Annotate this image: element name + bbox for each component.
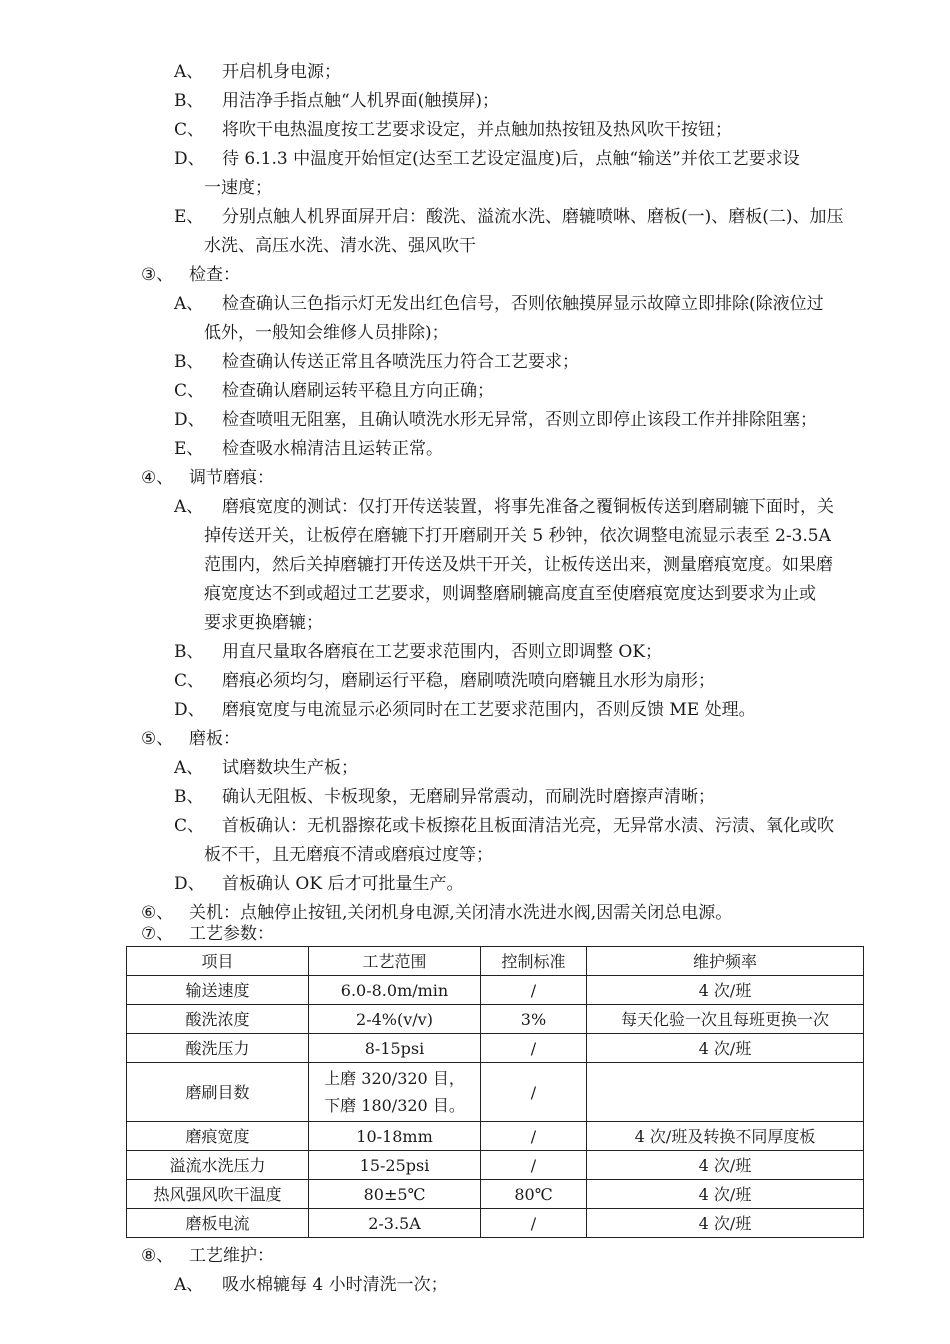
section-marker: ⑦、 [141,924,174,944]
table-row [127,1034,864,1063]
item-text: 要求更换磨辘； [204,613,323,633]
item-text: 检查确认三色指示灯无发出红色信号，否则依触摸屏显示故障立即排除(除液位过 [222,294,824,314]
item-text: 确认无阻板、卡板现象，无磨刷异常震动，而刷洗时磨擦声清晰； [222,787,715,807]
table-row [127,1209,864,1238]
cell-standard: / [481,1063,587,1122]
item-marker: B、 [174,352,204,372]
cell-standard: 80℃ [481,1180,587,1209]
cell-item: 磨刷目数 [127,1063,309,1122]
header-frequency: 维护频率 [587,947,864,976]
cell-range: 10-18mm [309,1122,481,1151]
table-header-row [127,947,864,976]
item-text: 磨痕必须均匀，磨刷运行平稳，磨刷喷洗喷向磨辘且水形为扇形； [222,671,715,691]
item-text: 磨痕宽度与电流显示必须同时在工艺要求范围内，否则反馈 ME 处理。 [222,700,756,720]
cell-frequency [587,1063,864,1122]
cell-frequency: 4 次/班 [587,1034,864,1063]
item-marker: E、 [174,207,204,227]
item-text: 痕宽度达不到或超过工艺要求，则调整磨刷辘高度直至使磨痕宽度达到要求为止或 [204,584,816,604]
table-row [127,1005,864,1034]
header-range: 工艺范围 [309,947,481,976]
cell-range-line: 上磨 320/320 目， [324,1069,465,1088]
header-standard: 控制标准 [481,947,587,976]
section-title: 工艺参数： [189,924,274,944]
table-row [127,1122,864,1151]
item-text: 掉传送开关，让板停在磨辘下打开磨刷开关 5 秒钟，依次调整电流显示表至 2-3.5A [204,526,831,546]
process-parameter-table [126,946,864,1238]
cell-range: 2-4%(v/v) [309,1005,481,1034]
cell-range-line: 下磨 180/320 目。 [324,1096,465,1115]
cell-standard: / [481,1151,587,1180]
item-text: 试磨数块生产板； [222,758,358,778]
item-text: 用洁净手指点触“人机界面(触摸屏)； [222,91,499,111]
cell-item: 热风强风吹干温度 [127,1180,309,1209]
item-marker: D、 [174,700,205,720]
section-title: 检查： [189,265,240,285]
item-marker: C、 [174,816,205,836]
cell-range: 15-25psi [309,1151,481,1180]
cell-standard: / [481,1034,587,1063]
item-text: 检查确认磨刷运转平稳且方向正确； [222,381,494,401]
item-marker: C、 [174,381,205,401]
item-text: 范围内，然后关掉磨辘打开传送及烘干开关，让板传送出来，测量磨痕宽度。如果磨 [204,555,833,575]
cell-item: 输送速度 [127,976,309,1005]
cell-standard: 3% [481,1005,587,1034]
item-marker: A、 [174,1275,204,1295]
item-marker: E、 [174,439,204,459]
item-text: 首板确认：无机器擦花或卡板擦花且板面清洁光亮，无异常水渍、污渍、氧化或吹 [222,816,834,836]
item-text: 吸水棉辘每 4 小时清洗一次； [222,1275,448,1295]
cell-standard: / [481,1209,587,1238]
item-text: 检查喷咀无阻塞，且确认喷洗水形无异常，否则立即停止该段工作并排除阻塞； [222,410,817,430]
item-text: 首板确认 OK 后才可批量生产。 [222,874,464,894]
item-text: 分别点触人机界面屏开启：酸洗、溢流水洗、磨辘喷啉、磨板(一)、磨板(二)、加压 [222,207,844,227]
item-marker: C、 [174,120,205,140]
section-marker: ⑤、 [141,729,174,749]
cell-frequency: 4 次/班 [587,1209,864,1238]
cell-range: 8-15psi [309,1034,481,1063]
table-row [127,1063,864,1122]
item-text: 将吹干电热温度按工艺要求设定，并点触加热按钮及热风吹干按钮； [222,120,732,140]
item-marker: D、 [174,149,205,169]
cell-standard: / [481,1122,587,1151]
cell-frequency: 4 次/班 [587,976,864,1005]
section-marker: ④、 [141,468,174,488]
table-row [127,976,864,1005]
section-marker: ③、 [141,265,174,285]
item-text: 检查确认传送正常且各喷洗压力符合工艺要求； [222,352,579,372]
item-marker: B、 [174,91,204,111]
cell-standard: / [481,976,587,1005]
item-text: 用直尺量取各磨痕在工艺要求范围内，否则立即调整 OK； [222,642,663,662]
item-marker: A、 [174,758,204,778]
item-text: 开启机身电源； [222,62,341,82]
item-marker: C、 [174,671,205,691]
cell-frequency: 4 次/班 [587,1180,864,1209]
item-marker: A、 [174,62,204,82]
header-item: 项目 [127,947,309,976]
cell-item: 酸洗压力 [127,1034,309,1063]
item-marker: A、 [174,294,204,314]
section-marker: ⑥、 [141,903,174,923]
item-text: 一速度； [204,178,272,198]
cell-range: 2-3.5A [309,1209,481,1238]
cell-item: 磨板电流 [127,1209,309,1238]
cell-frequency: 4 次/班 [587,1151,864,1180]
item-text: 板不干，且无磨痕不清或磨痕过度等； [204,845,493,865]
cell-range: 80±5℃ [309,1180,481,1209]
cell-frequency: 4 次/班及转换不同厚度板 [587,1122,864,1151]
section-marker: ⑧、 [141,1246,174,1266]
section-title: 磨板： [189,729,240,749]
cell-range [309,1063,481,1122]
table-row [127,1180,864,1209]
cell-frequency: 每天化验一次且每班更换一次 [587,1005,864,1034]
item-text: 水洗、高压水洗、清水洗、强风吹干 [204,236,476,256]
table-row [127,1151,864,1180]
item-marker: D、 [174,874,205,894]
cell-range: 6.0-8.0m/min [309,976,481,1005]
cell-item: 磨痕宽度 [127,1122,309,1151]
cell-item: 酸洗浓度 [127,1005,309,1034]
item-marker: A、 [174,497,204,517]
item-marker: B、 [174,642,204,662]
item-text: 待 6.1.3 中温度开始恒定(达至工艺设定温度)后，点触“输送”并依工艺要求设 [222,149,800,169]
item-text: 低外，一般知会维修人员排除)； [204,323,449,343]
cell-range-multiline [324,1065,465,1119]
section-text: 关机：点触停止按钮,关闭机身电源,关闭清水洗进水阀,因需关闭总电源。 [189,903,733,923]
item-marker: D、 [174,410,205,430]
item-text: 磨痕宽度的测试：仅打开传送装置，将事先准备之覆铜板传送到磨刷辘下面时，关 [222,497,834,517]
section-title: 工艺维护： [189,1246,274,1266]
item-marker: B、 [174,787,204,807]
section-title: 调节磨痕： [189,468,274,488]
cell-item: 溢流水洗压力 [127,1151,309,1180]
item-text: 检查吸水棉清洁且运转正常。 [222,439,443,459]
